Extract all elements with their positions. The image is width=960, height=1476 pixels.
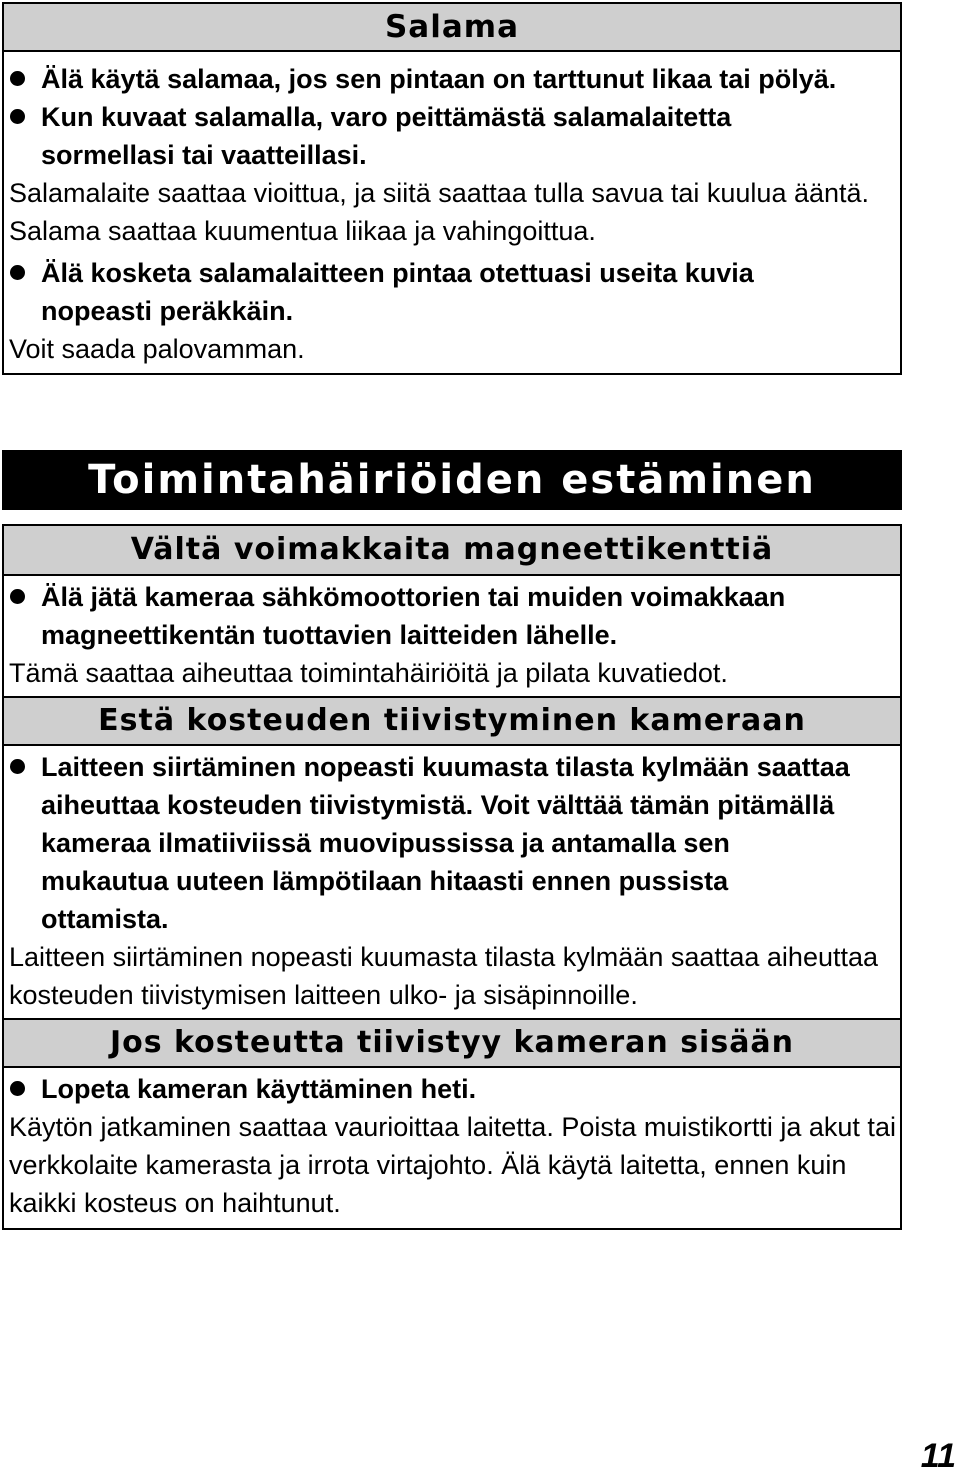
page-number: 11 [920,1437,956,1475]
bullet-icon [10,109,25,124]
list-item [4,98,900,174]
bullet-icon [10,1081,25,1096]
list-item-text: Älä kosketa salamalaitteen pintaa otettuasi useita kuvia nopeasti peräkkäin. [41,258,754,326]
list-item-text: Älä käytä salamaa, jos sen pintaan on tarttunut likaa tai pölyä. [41,64,837,94]
magnetic-field-header: Vältä voimakkaita magneettikenttiä [4,526,900,576]
list-item-text: Lopeta kameran käyttäminen heti. [41,1074,477,1104]
list-item [4,60,900,98]
bullet-icon [10,589,25,604]
condensation-header: Estä kosteuden tiivistyminen kameraan [4,696,900,746]
page-title: Toimintahäiriöiden estäminen [2,450,902,510]
bullet-icon [10,71,25,86]
bullet-icon [10,759,25,774]
list-item [4,578,900,654]
list-item [4,1070,900,1108]
list-item-text: Laitteen siirtäminen nopeasti kuumasta tilasta kylmään saattaa aiheuttaa kosteuden tiivistymistä. Voit välttää tämän pitämällä kameraa ilmatiiviissä muovipussissa ja antamalla sen mukautua uuteen lämpötilaan hitaasti ennen pussista ottamista. [41,752,850,934]
bullet-icon [10,265,25,280]
note-text: Salamalaite saattaa vioittua, ja siitä saattaa tulla savua tai kuulua ääntä. Salama saattaa kuumentua liikaa ja vahingoittua. [9,178,870,246]
list-item [4,254,900,330]
flash-section [2,2,902,375]
list-item [4,748,900,938]
malfunction-prevention-section [2,524,902,1230]
note-text: Tämä saattaa aiheuttaa toimintahäiriöitä ja pilata kuvatiedot. [9,658,728,688]
moisture-inside-header: Jos kosteutta tiivistyy kameran sisään [4,1018,900,1068]
note-text: Voit saada palovamman. [9,334,305,364]
flash-section-header: Salama [4,4,900,52]
note-text: Laitteen siirtäminen nopeasti kuumasta tilasta kylmään saattaa aiheuttaa kosteuden tiivistymisen laitteen ulko- ja sisäpinnoille. [9,942,879,1010]
list-item-text: Kun kuvaat salamalla, varo peittämästä salamalaitetta sormellasi tai vaatteillasi. [41,102,732,170]
note-text: Käytön jatkaminen saattaa vaurioittaa laitetta. Poista muistikortti ja akut tai verkkolaite kamerasta ja irrota virtajohto. Älä käytä laitetta, ennen kuin kaikki kosteus on haihtunut. [9,1112,896,1218]
list-item-text: Älä jätä kameraa sähkömoottorien tai muiden voimakkaan magneettikentän tuottavien laitteiden lähelle. [41,582,786,650]
